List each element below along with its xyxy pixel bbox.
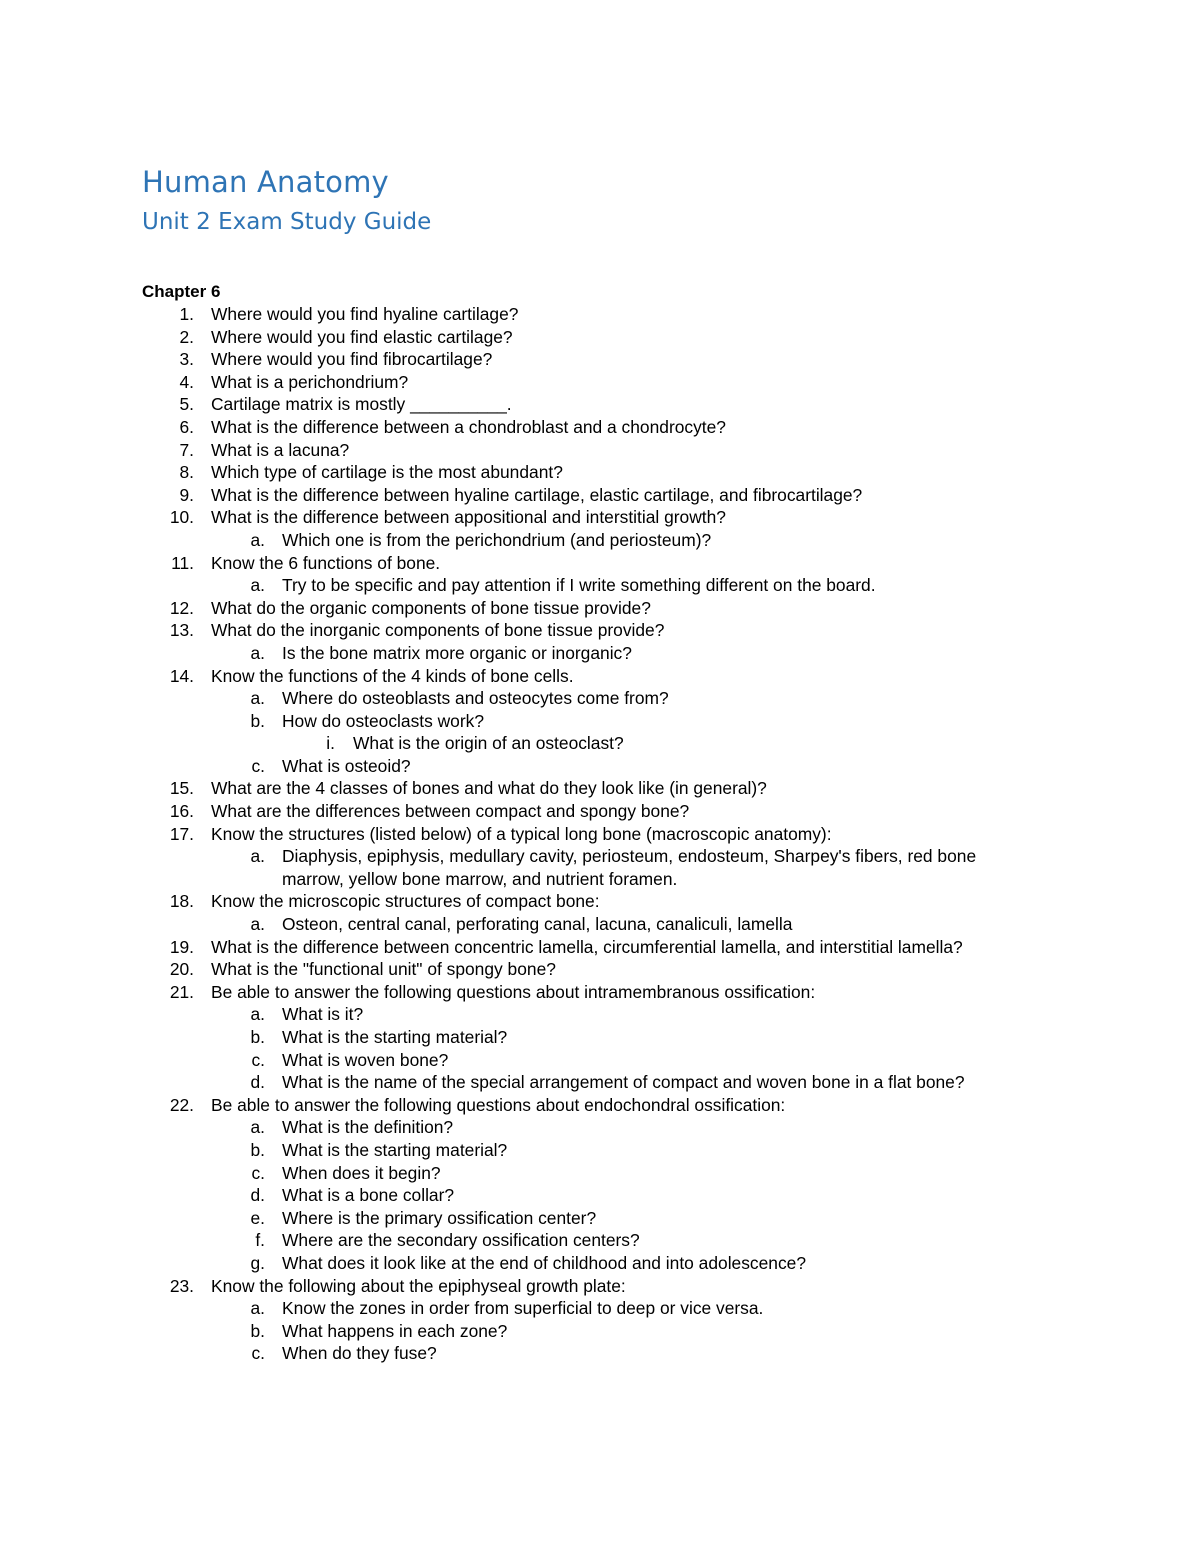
list-text: Which type of cartilage is the most abundant? [211,462,563,483]
list-text: What are the 4 classes of bones and what do they look like (in general)? [211,778,767,799]
list-marker: g. [250,1252,265,1273]
list-marker: 8. [179,462,194,483]
question-item [0,665,1200,688]
list-text: Cartilage matrix is mostly __________. [211,394,512,415]
sub-question-item [0,1252,1200,1275]
list-marker: 17. [169,823,194,844]
list-marker: 12. [169,597,194,618]
question-item [0,1094,1200,1117]
question-item [0,619,1200,642]
list-marker: 18. [169,891,194,912]
list-marker: e. [250,1207,265,1228]
question-item [0,800,1200,823]
list-text: Know the microscopic structures of compact bone: [211,891,600,912]
question-item [0,439,1200,462]
list-text: What is it? [282,1004,364,1025]
sub-question-item [0,710,1200,733]
list-text: Be able to answer the following questions about intramembranous ossification: [211,981,816,1002]
sub-question-item [0,1003,1200,1026]
list-text: Be able to answer the following questions about endochondral ossification: [211,1094,786,1115]
list-marker: a. [250,1004,265,1025]
list-text: What is a lacuna? [211,439,350,460]
question-item [0,890,1200,913]
list-marker: a. [250,914,265,935]
list-text: Know the zones in order from superficial to deep or vice versa. [282,1298,764,1319]
list-marker: 14. [169,665,194,686]
list-marker: b. [250,1139,265,1160]
list-marker: 6. [179,416,194,437]
list-marker: c. [251,1049,265,1070]
list-marker: f. [255,1230,265,1251]
list-marker: 19. [169,936,194,957]
list-text: Know the following about the epiphyseal growth plate: [211,1275,626,1296]
list-marker: 3. [179,349,194,370]
list-marker: a. [250,1298,265,1319]
list-marker: 7. [179,439,194,460]
list-marker: a. [250,642,265,663]
question-item [0,484,1200,507]
list-marker: a. [250,688,265,709]
question-item [0,371,1200,394]
list-marker: 10. [169,507,194,528]
list-text: What do the organic components of bone tissue provide? [211,597,651,618]
list-text: Where is the primary ossification center? [282,1207,597,1228]
question-list [0,303,1200,1365]
sub-question-item [0,1049,1200,1072]
list-marker: c. [251,1162,265,1183]
list-text: What is the difference between a chondroblast and a chondrocyte? [211,416,726,437]
question-item [0,936,1200,959]
sub-question-item [0,687,1200,710]
sub-question-item [0,1026,1200,1049]
list-text: Where would you find hyaline cartilage? [211,304,519,324]
list-text: What is the "functional unit" of spongy bone? [211,959,556,980]
question-item [0,461,1200,484]
list-marker: a. [250,575,265,596]
list-text: Try to be specific and pay attention if I write something different on the board. [282,575,876,596]
list-text: What is woven bone? [282,1049,449,1070]
question-item [0,823,1200,846]
list-text: What happens in each zone? [282,1320,508,1341]
list-text: Know the structures (listed below) of a typical long bone (macroscopic anatomy): [211,823,832,844]
list-text: What is a perichondrium? [211,371,409,392]
question-item [0,597,1200,620]
list-text: What is the starting material? [282,1139,508,1160]
list-marker: 22. [169,1094,194,1115]
list-text: How do osteoclasts work? [282,710,485,731]
question-item [0,958,1200,981]
list-marker: 16. [169,801,194,822]
sub-question-item [0,642,1200,665]
sub-question-item [0,1297,1200,1320]
sub-question-item [0,913,1200,936]
list-marker: 11. [171,552,194,573]
list-marker: 2. [179,326,194,347]
list-marker: c. [251,1343,265,1364]
sub-question-item [0,1139,1200,1162]
list-marker: b. [250,1320,265,1341]
list-marker: b. [250,1027,265,1047]
question-item [0,393,1200,416]
list-text: Osteon, central canal, perforating canal, lacuna, canaliculi, lamella [282,914,793,935]
sub-question-item [0,1320,1200,1343]
list-text: What is a bone collar? [282,1185,455,1206]
sub-question-item [0,1229,1200,1252]
sub-question-item [0,1184,1200,1207]
sub-question-item [0,755,1200,778]
chapter-heading: Chapter 6 [142,282,221,301]
list-marker: 9. [179,484,194,505]
question-item [0,416,1200,439]
question-item [0,777,1200,800]
list-marker: 23. [169,1275,194,1296]
question-item [0,506,1200,529]
list-text: Know the 6 functions of bone. [211,552,441,573]
list-text: What is the origin of an osteoclast? [353,733,624,754]
list-marker: 13. [169,620,194,641]
list-text: What does it look like at the end of childhood and into adolescence? [282,1252,807,1273]
document-title: Human Anatomy [142,165,389,199]
question-item [0,981,1200,1004]
list-text: What is the definition? [282,1117,454,1138]
sub-question-item [0,574,1200,597]
list-text: When do they fuse? [282,1343,437,1364]
question-item [0,303,1200,326]
list-marker: a. [250,529,265,550]
list-text: What is the starting material? [282,1027,508,1047]
list-marker: i. [326,733,335,754]
list-text: When does it begin? [282,1162,441,1183]
list-text: What do the inorganic components of bone tissue provide? [211,620,665,641]
sub-question-item [0,845,1200,890]
list-marker: 20. [169,959,194,980]
list-marker: c. [251,755,265,776]
list-text: What are the differences between compact and spongy bone? [211,801,690,822]
sub-question-item [0,1116,1200,1139]
list-text: What is the difference between hyaline cartilage, elastic cartilage, and fibrocartilage? [211,484,863,505]
list-marker: 5. [179,394,194,415]
list-marker: 1. [179,304,194,324]
sub-sub-question-item [0,732,1200,755]
list-marker: b. [250,710,265,731]
sub-question-item [0,529,1200,552]
sub-question-item [0,1207,1200,1230]
list-marker: a. [250,846,265,867]
question-item [0,348,1200,371]
list-text: Where do osteoblasts and osteocytes come from? [282,688,669,709]
sub-question-item [0,1342,1200,1365]
document-subtitle: Unit 2 Exam Study Guide [142,209,432,235]
sub-question-item [0,1071,1200,1094]
list-text: Where are the secondary ossification centers? [282,1230,640,1251]
list-marker: d. [250,1072,265,1093]
sub-question-item [0,1162,1200,1185]
list-text: What is the difference between concentric lamella, circumferential lamella, and interstitial lamella? [211,936,963,957]
list-text: What is osteoid? [282,755,411,776]
list-marker: 4. [179,371,194,392]
list-marker: 21. [169,981,194,1002]
list-text: What is the name of the special arrangement of compact and woven bone in a flat bone? [282,1072,965,1093]
question-item [0,1275,1200,1298]
list-text: What is the difference between appositional and interstitial growth? [211,507,726,528]
list-marker: a. [250,1117,265,1138]
list-text: Diaphysis, epiphysis, medullary cavity, periosteum, endosteum, Sharpey's fibers, red bone marrow, yellow bone marrow, and nutrient foramen. [282,846,977,889]
question-item [0,552,1200,575]
list-text: Which one is from the perichondrium (and periosteum)? [282,529,712,550]
list-marker: 15. [169,778,194,799]
list-text: Where would you find elastic cartilage? [211,326,513,347]
list-text: Is the bone matrix more organic or inorganic? [282,642,632,663]
list-text: Where would you find fibrocartilage? [211,349,493,370]
question-item [0,326,1200,349]
list-text: Know the functions of the 4 kinds of bone cells. [211,665,574,686]
list-marker: d. [250,1185,265,1206]
